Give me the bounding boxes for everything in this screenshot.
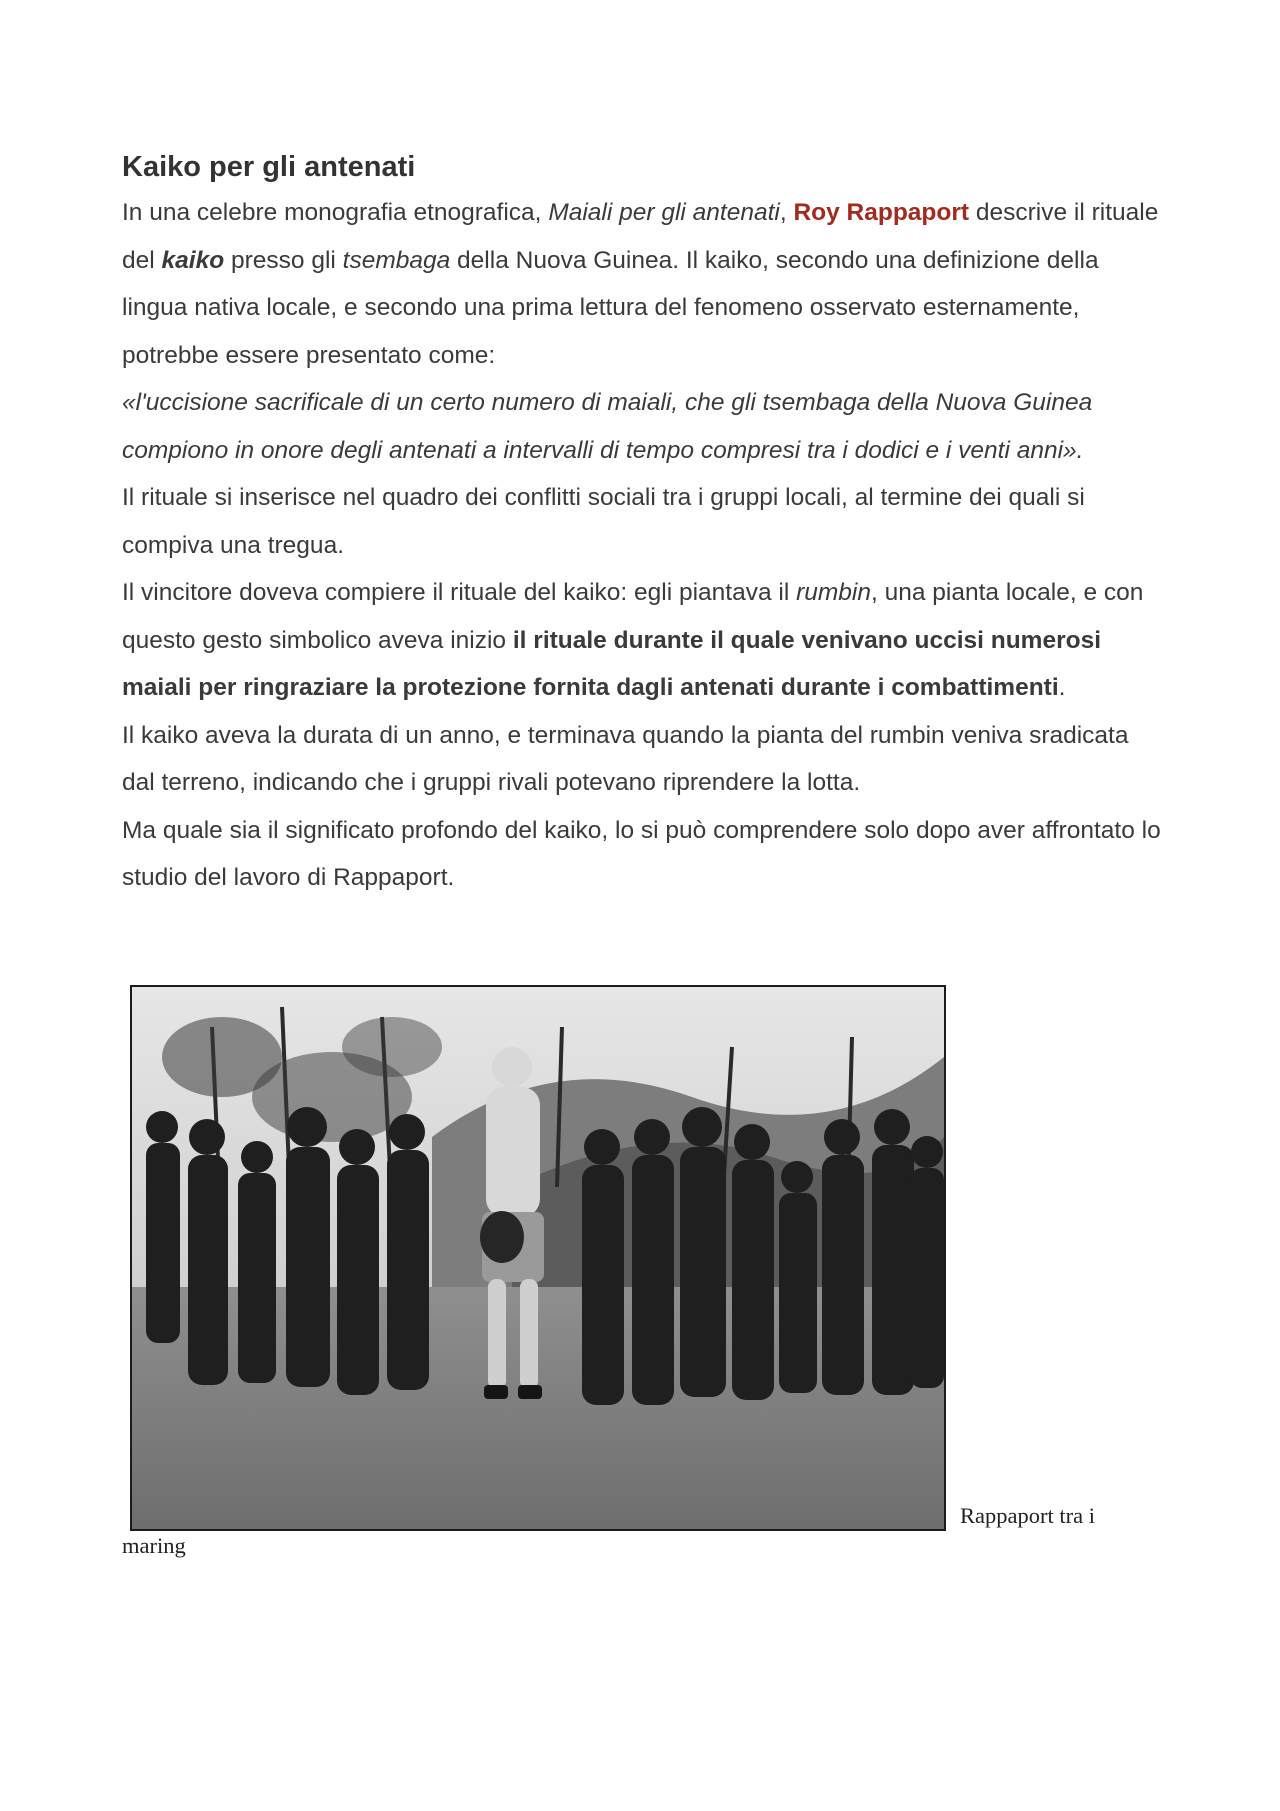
figure-caption: Rappaport tra i maring (122, 1503, 1095, 1558)
text-run: descrive il rituale del (122, 199, 1159, 274)
paragraph-duration: Il kaiko aveva la durata di un anno, e terminava quando la pianta del rumbin veniva sradicata dal terreno, indicando che i gruppi rivali potevano riprendere la lotta. (122, 721, 1129, 797)
photo-rappaport-among-maring (130, 985, 946, 1531)
figure (122, 985, 1162, 1561)
text-run: , (779, 199, 794, 227)
paragraph-conclusion: Ma quale sia il significato profondo del kaiko, lo si può comprendere solo dopo aver affrontato lo studio del lavoro di Rappaport. (122, 816, 1161, 892)
paragraph-conflicts: Il rituale si inserisce nel quadro dei conflitti sociali tra i gruppi locali, al termine dei quali si compiva una tregua. (122, 484, 1085, 559)
paragraph-ritual (122, 569, 1162, 712)
paragraph-intro (122, 189, 1162, 379)
term-kaiko: kaiko (161, 246, 225, 274)
article-title: Kaiko per gli antenati (122, 151, 416, 183)
highlighted-statement: il rituale durante il quale venivano uccisi numerosi maiali per ringraziare la protezione fornita dagli antenati durante i combattimenti (122, 626, 1102, 702)
text-run: della Nuova Guinea. Il kaiko, secondo una definizione della lingua nativa locale, e secondo una prima lettura del fenomeno osservato esternamente, potrebbe essere presentato come: (122, 246, 1099, 369)
definition-quote: «l'uccisione sacrificale di un certo numero di maiali, che gli tsembaga della Nuova Guinea compiono in onore degli antenati a intervalli di tempo compresi tra i dodici e i venti anni». (122, 389, 1093, 464)
article-body (122, 148, 1162, 902)
term-tsembaga: tsembaga (342, 246, 451, 274)
author-link[interactable]: Roy Rappaport (793, 199, 970, 227)
text-run: Il vincitore doveva compiere il rituale del kaiko: egli piantava il (122, 579, 797, 607)
text-run: presso gli (224, 246, 343, 274)
text-run: In una celebre monografia etnografica, (122, 199, 549, 227)
book-title: Maiali per gli antenati (548, 199, 780, 227)
text-run: , una pianta locale, e con questo gesto simbolico aveva inizio (122, 579, 1144, 654)
text-run: . (1058, 674, 1066, 702)
term-rumbin: rumbin (796, 579, 871, 607)
